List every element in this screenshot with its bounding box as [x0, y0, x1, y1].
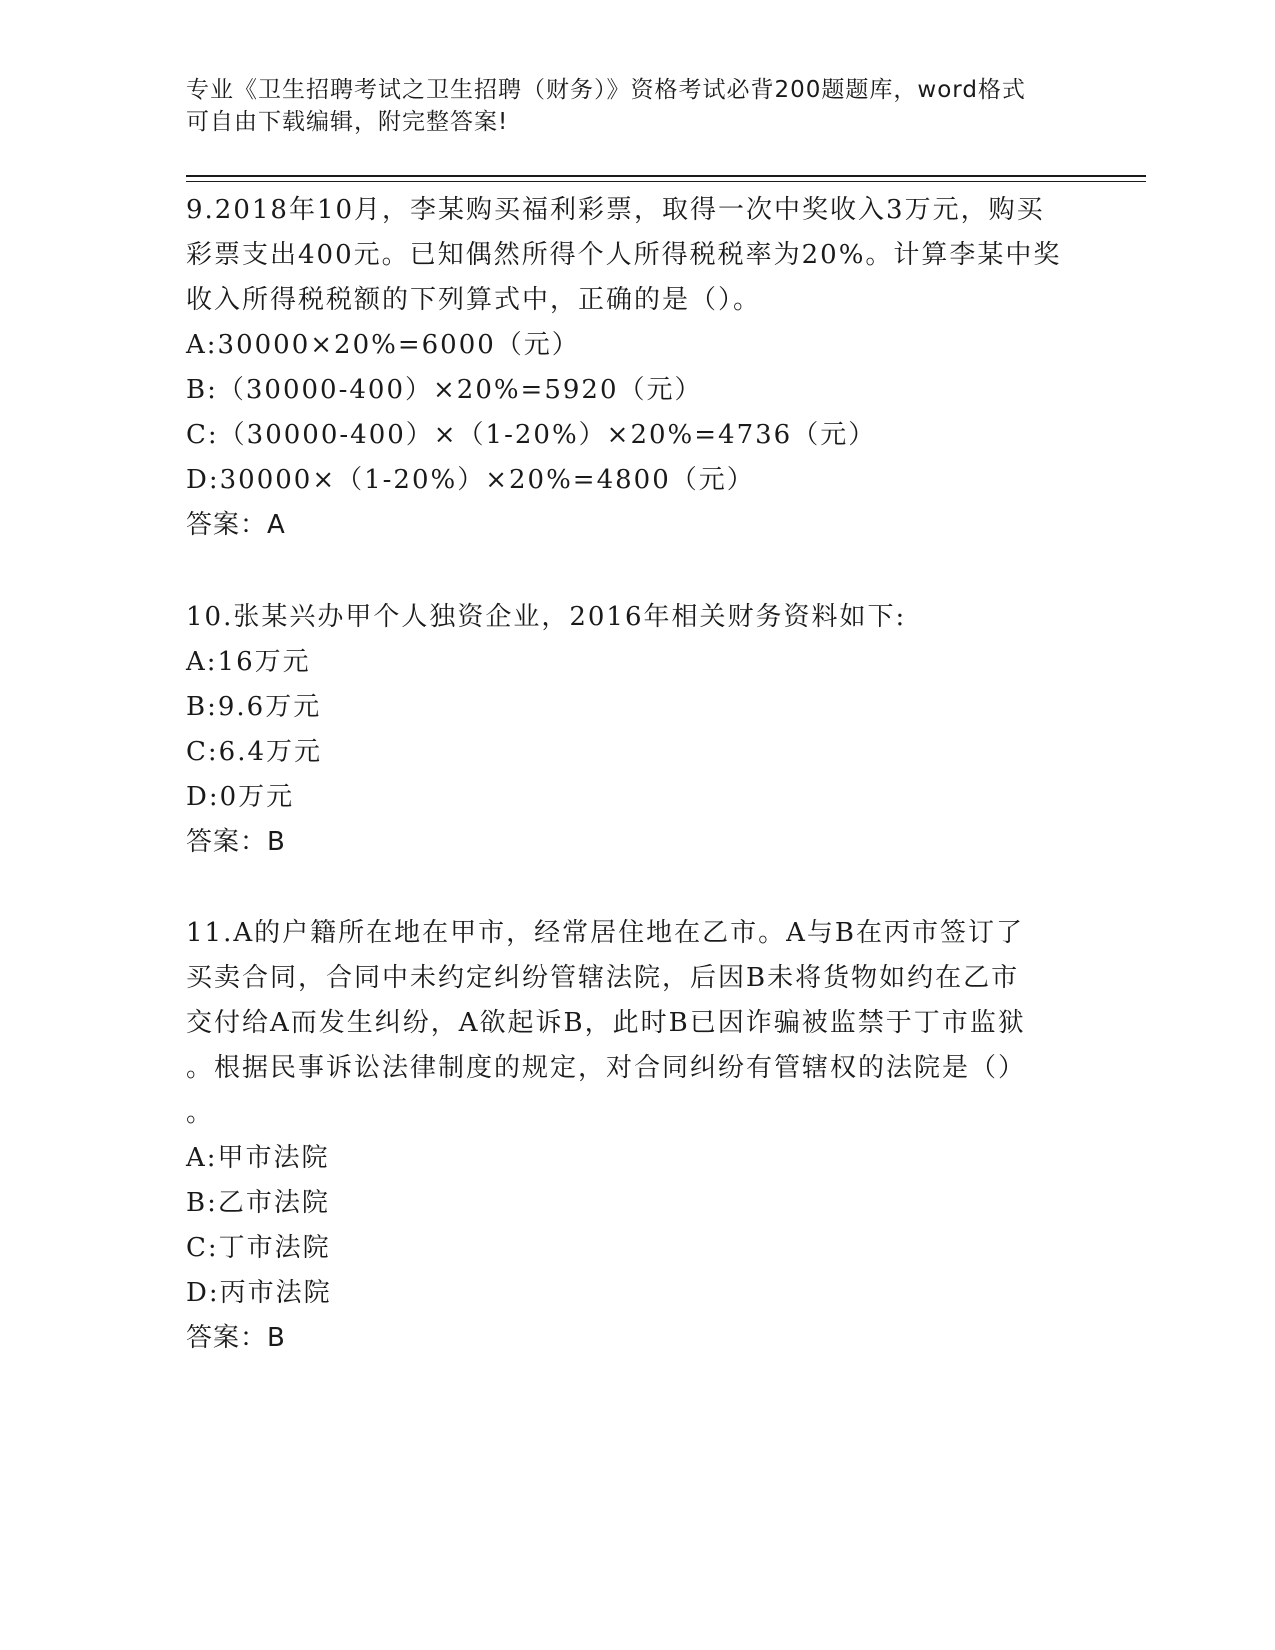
header-title-line-2: 可自由下载编辑，附完整答案! [186, 109, 509, 135]
option-d: D:丙市法院 [186, 1278, 332, 1308]
option-c: C:6.4万元 [186, 737, 323, 767]
option-b: B:9.6万元 [186, 692, 322, 722]
question-9 [186, 188, 1086, 548]
question-text-line: 11.A的户籍所在地在甲市，经常居住地在乙市。A与B在丙市签订了 [186, 918, 1025, 948]
question-text-line: 9.2018年10月，李某购买福利彩票，取得一次中奖收入3万元，购买 [186, 195, 1045, 225]
option-a: A:甲市法院 [186, 1143, 330, 1173]
question-text-line: 交付给A而发生纠纷，A欲起诉B，此时B已因诈骗被监禁于丁市监狱 [186, 1008, 1026, 1038]
header-divider-thick [186, 175, 1146, 177]
question-10 [186, 595, 1086, 865]
question-text-line: 收入所得税税额的下列算式中，正确的是（）。 [186, 285, 762, 315]
question-11 [186, 911, 1086, 1361]
option-d: D:0万元 [186, 782, 295, 812]
document-header [186, 74, 1066, 138]
answer-label: 答案：B [186, 827, 286, 857]
question-text-line: 买卖合同，合同中未约定纠纷管辖法院，后因B未将货物如约在乙市 [186, 963, 1020, 993]
option-b: B:（30000-400）×20%=5920（元） [186, 375, 703, 405]
option-c: C:（30000-400）×（1-20%）×20%=4736（元） [186, 420, 877, 450]
question-text-line: 10.张某兴办甲个人独资企业，2016年相关财务资料如下: [186, 602, 907, 632]
option-b: B:乙市法院 [186, 1188, 330, 1218]
option-d: D:30000×（1-20%）×20%=4800（元） [186, 465, 755, 495]
option-a: A:30000×20%=6000（元） [186, 330, 580, 360]
question-text-line: 。根据民事诉讼法律制度的规定，对合同纠纷有管辖权的法院是（） [186, 1053, 1027, 1083]
question-text-line: 彩票支出400元。已知偶然所得个人所得税税率为20%。计算李某中奖 [186, 240, 1062, 270]
option-c: C:丁市法院 [186, 1233, 331, 1263]
answer-label: 答案：A [186, 510, 286, 540]
question-text-line: 。 [186, 1098, 215, 1128]
header-divider-thin [186, 181, 1146, 182]
answer-label: 答案：B [186, 1323, 286, 1353]
option-a: A:16万元 [186, 647, 311, 677]
header-title-line-1: 专业《卫生招聘考试之卫生招聘（财务）》资格考试必背200题题库，word格式 [186, 77, 1026, 103]
